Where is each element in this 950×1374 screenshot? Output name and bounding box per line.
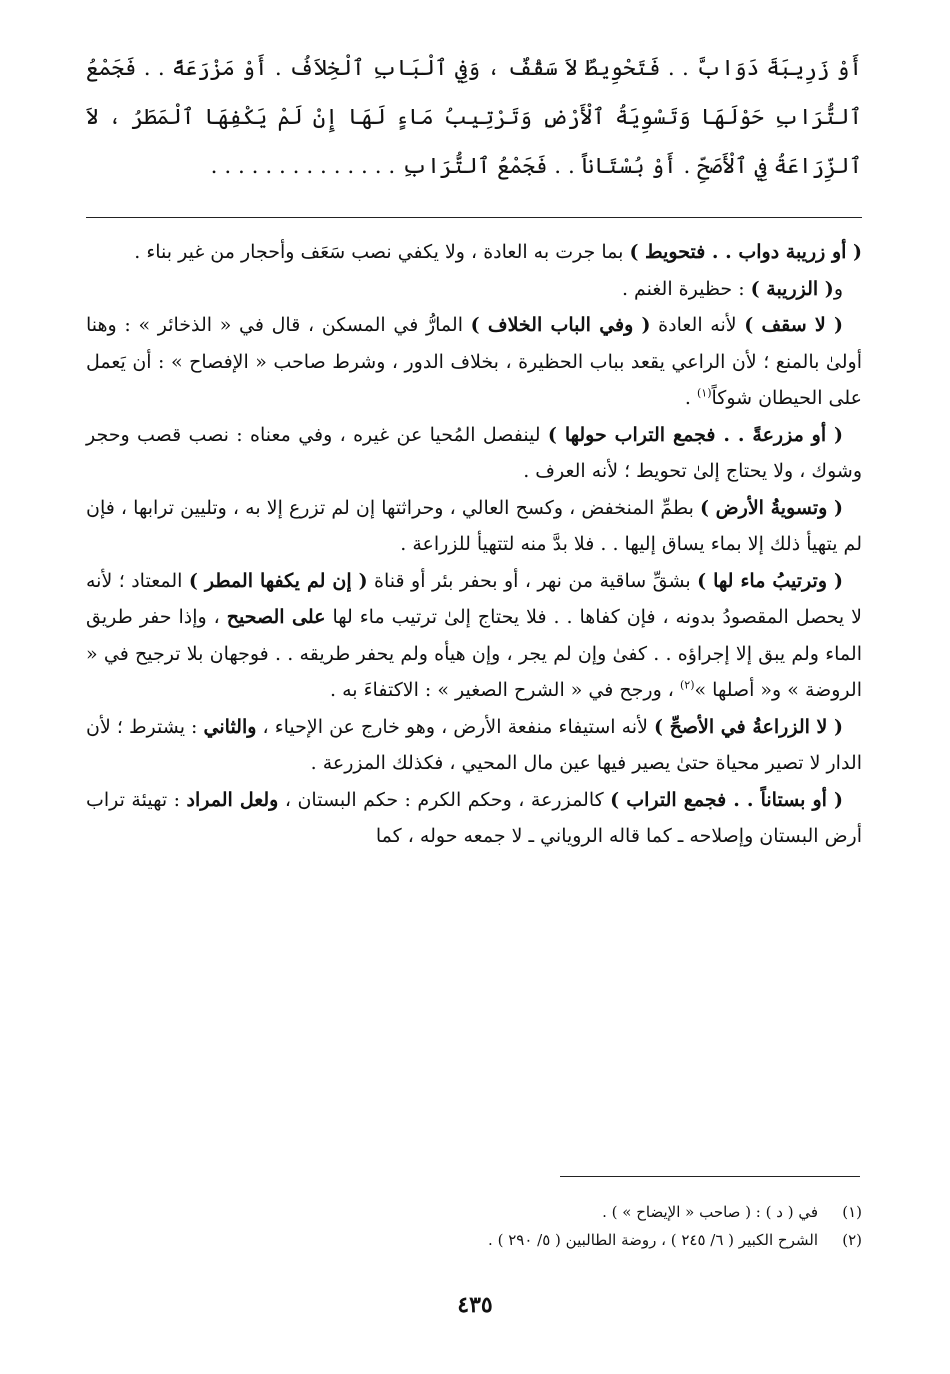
commentary-paragraph-6 [86,563,862,709]
bold-phrase: والثاني [203,715,257,738]
commentary-paragraph-4 [86,417,862,490]
quoted-matn: ( أو بستاناً . . فجمع التراب ) [610,788,843,811]
bold-phrase: ولعل المراد [186,788,279,811]
commentary-text: لأنه العادة [650,314,745,336]
bold-phrase: على الصحيح [226,606,326,628]
commentary-paragraph-2 [86,271,862,308]
quoted-matn: ( إن لم يكفها المطر ) [188,569,368,592]
commentary-text: و [833,277,843,300]
commentary-text: ، وإذا حفر طريق الماء ولم يبق إلا إجراؤه . . كفىٰ وإن لم يجر ، وإن هيأه ولم يحفر طريقه . . فوجهان بلا ترجيح في « الروضة » و« أصلها » [86,606,862,701]
commentary-paragraph-1 [86,234,862,271]
quoted-matn: ( أو مزرعةً . . فجمع التراب حولها ) [547,423,844,446]
footnote-text: الشرح الكبير ( ٦/ ٢٤٥ ) ، روضة الطالبين ( ٥/ ٢٩٠ ) . [488,1231,818,1249]
footnote-number: (٢) [842,1231,862,1249]
commentary-paragraph-7 [86,709,862,782]
matn-separator-rule [86,217,862,218]
footnote-marker: (٢) [679,678,695,692]
commentary-text: المارُّ في المسكن ، قال في « الذخائر » : وهنا أولىٰ بالمنع ؛ لأن الراعي يقعد بباب الحظيرة ، بخلاف الدور ، وشرط صاحب « الإفصاح » : أن يَعمل على الحيطان شوكاً [86,314,862,409]
quoted-matn: ( وفي الباب الخلاف ) [470,314,651,336]
commentary-text: المعتاد ؛ لأنه لا يحصل المقصودُ بدونه ، فإن كفاها . . فلا يحتاج إلىٰ ترتيب ماء لها [86,569,862,628]
footnote-number: (١) [842,1203,862,1221]
quoted-matn: ( وترتيبُ ماء لها ) [697,569,844,592]
commentary-text: لينفصل المُحيا عن غيره ، وفي معناه : نصب قصب وحجر وشوك ، ولا يحتاج إلىٰ تحويط ؛ لأنه العرف . [86,423,862,482]
quoted-matn: ( وتسويةُ الأرض ) [700,496,843,519]
commentary-text: : تهيئة تراب أرض البستان وإصلاحه ـ كما قاله الروياني ـ لا جمعه حوله ، كما [86,788,862,847]
matn-dots: . . . . . . . . . . . . . . [210,154,396,179]
commentary-text: : حظيرة الغنم . [621,277,751,300]
commentary-text: بطمِّ المنخفض ، وكسح العالي ، وحراثتها إن لم تزرع إلا به ، وتليين ترابها ، فإن لم يتهيأ ذلك إلا بماء يساق إليها . . فلا بدَّ منه لتتهيأ للزراعة . [86,496,862,555]
commentary-text: ، ورجح في « الشرح الصغير » : الاكتفاءَ به . [330,679,680,701]
footnote-text: في ( د ) : ( صاحب « الإيضاح » ) . [602,1203,818,1221]
footnote-marker: (١) [696,386,712,400]
commentary-text: بشقِّ ساقية من نهر ، أو بحفر بئر أو قناة [367,569,698,592]
footnote [86,1198,862,1226]
quoted-matn: ( لا الزراعةُ في الأصحِّ ) [654,715,843,738]
main-text-matn [86,44,862,191]
commentary-text: لأنه استيفاء منفعة الأرض ، وهو خارج عن الإحياء ، [256,715,654,738]
quoted-matn: ( لا سقف ) [744,314,843,336]
commentary-paragraph-8 [86,782,862,855]
page-number: ٤٣٥ [457,1292,493,1318]
footnotes [86,1198,862,1254]
quoted-matn: ( أو زريبة دواب . . فتحويط ) [629,241,862,263]
commentary-text: بما جرت به العادة ، ولا يكفي نصب سَعَف وأحجار من غير بناء . [134,241,630,263]
matn-text: أَوْ زَرِيبَةَ دَوَابَّ . . فَتَحْوِيطٌ لاَ سَقْفٌ ، وَفِي ٱلْبَابِ ٱلْخِلاَفُ . أَوْ مَزْرَعَةً . . فَجَمْعُ ٱلتُّرَابِ حَوْلَهَا وَتَسْوِيَةُ ٱلْأَرْضِ وَتَرْتِيبُ مَاءٍ لَهَا إِنْ لَمْ يَكْفِهَا ٱلْمَطَرُ ، لاَ ٱلزِّرَاعَةُ فِي ٱلْأَصَحِّ . أَوْ بُسْتَاناً . . فَجَمْعُ ٱلتُّرَابِ [86,56,862,179]
commentary-text: كالمزرعة ، وحكم الكرم : حكم البستان ، [278,788,611,811]
quoted-matn: ( الزريبة ) [750,277,834,300]
commentary-text: . [684,387,697,409]
commentary-paragraph-5 [86,490,862,563]
footnote [86,1226,862,1254]
commentary-text: : يشترط ؛ لأن الدار لا تصير محياة حتىٰ يصير فيها عين مال المحيي ، فكذلك المزرعة . [86,715,862,774]
commentary-paragraph-3 [86,307,862,417]
footnote-separator-rule [560,1176,860,1177]
commentary-sharh [86,234,862,855]
